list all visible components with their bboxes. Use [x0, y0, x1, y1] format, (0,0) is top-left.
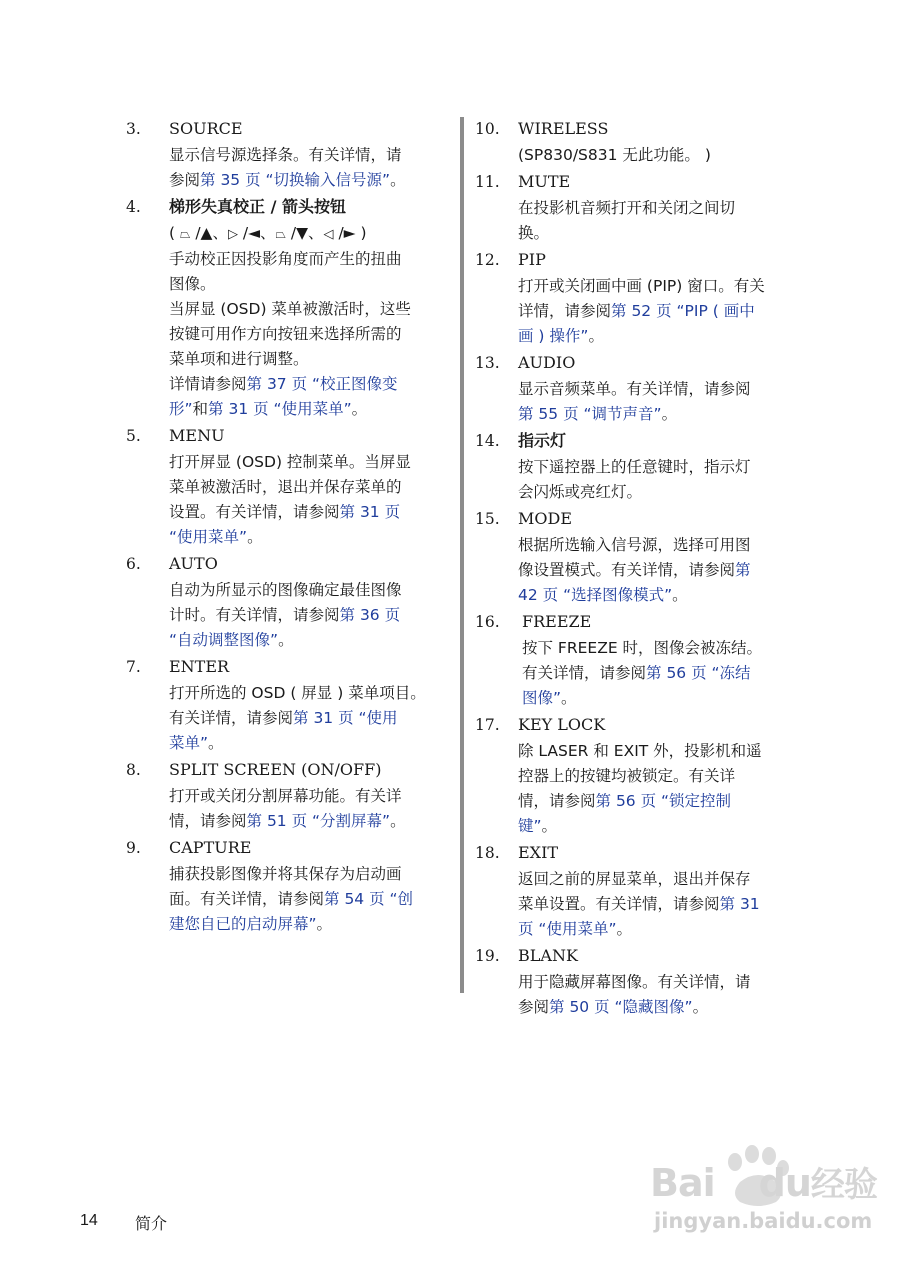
item-number: 8.	[126, 761, 141, 779]
item-title: AUDIO	[518, 353, 576, 372]
item-number: 6.	[126, 555, 141, 573]
cross-reference-link[interactable]: 第 31 页 “使用菜单”	[208, 400, 352, 418]
list-item	[475, 351, 820, 427]
description-line	[518, 377, 820, 402]
item-title: MENU	[169, 426, 225, 445]
item-body	[518, 170, 820, 246]
text-segment: 打开或关闭画中画 (PIP) 窗口。有关	[518, 277, 765, 295]
text-segment: 返回之前的屏显菜单，退出并保存	[518, 870, 751, 888]
list-item	[475, 841, 820, 942]
list-item	[475, 713, 820, 839]
description-line	[169, 450, 456, 475]
text-segment: 在投影机音频打开和关闭之间切	[518, 199, 736, 217]
description-line	[169, 247, 456, 272]
item-body	[169, 424, 456, 550]
cross-reference-link[interactable]: 第 31 页	[339, 503, 401, 521]
item-title: PIP	[518, 250, 546, 269]
description-line	[518, 324, 820, 349]
text-segment: 。	[247, 528, 263, 546]
list-item	[475, 170, 820, 246]
text-segment: 图像。	[169, 275, 216, 293]
description-line	[518, 196, 820, 221]
cross-reference-link[interactable]: 第 36 页	[339, 606, 401, 624]
description-line	[169, 862, 456, 887]
text-segment: 。	[672, 586, 688, 604]
description-line	[522, 661, 820, 686]
description-line	[518, 892, 820, 917]
text-segment: /▼、	[285, 224, 324, 242]
cross-reference-link[interactable]: 第 37 页 “校正图像变	[246, 375, 398, 393]
description-line	[169, 628, 456, 653]
item-number: 9.	[126, 839, 141, 857]
cross-reference-link[interactable]: 第 56 页 “锁定控制	[595, 792, 732, 810]
description-line	[518, 814, 820, 839]
text-segment: 。	[390, 812, 406, 830]
item-title: SPLIT SCREEN (ON/OFF)	[169, 760, 382, 779]
text-segment: 打开或关闭分割屏幕功能。有关详	[169, 787, 402, 805]
text-segment: 详情请参阅	[169, 375, 247, 393]
list-item	[475, 944, 820, 1020]
text-segment: 按下遥控器上的任意键时，指示灯	[518, 458, 751, 476]
text-segment: 设置。有关详情，请参阅	[169, 503, 340, 521]
description-line	[169, 397, 456, 422]
item-number: 10.	[475, 120, 500, 138]
description-line	[169, 525, 456, 550]
cross-reference-link[interactable]: 第 31	[719, 895, 760, 913]
text-segment: 菜单项和进行调整。	[169, 350, 309, 368]
description-line	[522, 636, 820, 661]
description-line	[518, 970, 820, 995]
cross-reference-link[interactable]: 第	[735, 561, 751, 579]
text-segment: 按下 FREEZE 时，图像会被冻结。	[522, 639, 763, 657]
item-title: 梯形失真校正 / 箭头按钮	[169, 197, 346, 216]
text-segment: 情，请参阅	[518, 792, 596, 810]
item-title: SOURCE	[169, 119, 243, 138]
description-line	[518, 764, 820, 789]
item-title: MUTE	[518, 172, 571, 191]
text-segment: (	[169, 224, 180, 242]
item-number: 3.	[126, 120, 141, 138]
text-segment: 。	[390, 171, 406, 189]
description-line	[518, 221, 820, 246]
text-segment: 换。	[518, 224, 550, 242]
text-segment: 参阅	[518, 998, 550, 1016]
item-body	[518, 713, 820, 839]
list-item	[475, 117, 820, 168]
description-line	[518, 143, 820, 168]
description-line	[169, 372, 456, 397]
list-item	[126, 758, 456, 834]
cross-reference-link[interactable]: 画 ) 操作”	[518, 327, 589, 345]
description-line	[518, 789, 820, 814]
text-segment: 。	[661, 405, 678, 423]
text-segment: 情，请参阅	[169, 812, 247, 830]
text-segment: 计时。有关详情，请参阅	[169, 606, 340, 624]
item-number: 11.	[475, 173, 500, 191]
description-line	[169, 731, 456, 756]
description-line	[169, 475, 456, 500]
description-line	[169, 912, 456, 937]
description-line	[518, 995, 820, 1020]
text-segment: 当屏显 (OSD) 菜单被激活时，这些	[169, 300, 411, 318]
item-number: 7.	[126, 658, 141, 676]
list-item	[126, 117, 456, 193]
item-number: 13.	[475, 354, 500, 372]
item-number: 18.	[475, 844, 500, 862]
item-body	[518, 248, 820, 349]
text-segment: /▲、	[190, 224, 228, 242]
keystone-icon: ▷	[227, 227, 238, 242]
item-body	[169, 836, 456, 937]
text-segment: 打开屏显 (OSD) 控制菜单。当屏显	[169, 453, 411, 471]
text-segment: 。	[351, 400, 368, 418]
description-line	[169, 784, 456, 809]
description-line	[522, 686, 820, 711]
description-line	[518, 299, 820, 324]
section-title: 简介	[135, 1214, 168, 1233]
text-segment: /► )	[333, 224, 367, 242]
cross-reference-link[interactable]: 42 页 “选择图像模式”	[518, 586, 673, 604]
text-segment: 显示音频菜单。有关详情，请参阅	[518, 380, 751, 398]
text-segment: 像设置模式。有关详情，请参阅	[518, 561, 736, 579]
item-body	[518, 507, 820, 608]
item-body	[169, 195, 456, 422]
cross-reference-link[interactable]: 形”	[169, 400, 193, 418]
text-segment: 。	[316, 915, 333, 933]
keystone-icon: ⏢	[179, 227, 191, 242]
description-line	[518, 480, 820, 505]
item-title: CAPTURE	[169, 838, 252, 857]
list-item	[475, 610, 820, 711]
text-segment: 菜单被激活时，退出并保存菜单的	[169, 478, 402, 496]
text-segment: 捕获投影图像并将其保存为启动画	[169, 865, 402, 883]
item-number: 19.	[475, 947, 500, 965]
description-line	[518, 739, 820, 764]
cross-reference-link[interactable]: “自动调整图像”	[169, 631, 279, 649]
cross-reference-link[interactable]: 第 56 页 “冻结	[646, 664, 751, 682]
text-segment: 。	[692, 998, 709, 1016]
text-segment: 。	[541, 817, 558, 835]
cross-reference-link[interactable]: 第 35 页 “切换输入信号源”	[200, 171, 391, 189]
description-line	[518, 274, 820, 299]
text-segment: 有关详情，请参阅	[169, 709, 294, 727]
cross-reference-link[interactable]: 第 52 页 “PIP ( 画中	[611, 302, 755, 320]
description-line	[169, 297, 456, 322]
list-item	[126, 836, 456, 937]
item-body	[518, 117, 820, 168]
item-number: 12.	[475, 251, 500, 269]
description-line	[518, 917, 820, 942]
description-line	[169, 887, 456, 912]
list-item	[475, 507, 820, 608]
item-body	[169, 117, 456, 193]
item-title: WIRELESS	[518, 119, 609, 138]
item-title: MODE	[518, 509, 573, 528]
cross-reference-link[interactable]: 菜单”	[169, 734, 209, 752]
description-line	[518, 402, 820, 427]
list-item	[126, 552, 456, 653]
item-body	[518, 841, 820, 942]
text-segment: 。	[278, 631, 294, 649]
text-segment: 显示信号源选择条。有关详情，请	[169, 146, 402, 164]
item-number: 14.	[475, 432, 500, 450]
list-item	[126, 424, 456, 550]
text-segment: 打开所选的 OSD ( 屏显 ) 菜单项目。	[169, 684, 426, 702]
text-segment: 参阅	[169, 171, 201, 189]
list-item	[475, 248, 820, 349]
cross-reference-link[interactable]: 键”	[518, 817, 542, 835]
cross-reference-link[interactable]: 页 “使用菜单”	[518, 920, 617, 938]
text-segment: 。	[588, 327, 604, 345]
description-line	[169, 578, 456, 603]
item-number: 15.	[475, 510, 500, 528]
description-line	[169, 603, 456, 628]
text-segment: 除 LASER 和 EXIT 外，投影机和遥	[518, 742, 762, 760]
keystone-icon: ⏢	[275, 227, 286, 242]
item-title: BLANK	[518, 946, 578, 965]
item-number: 17.	[475, 716, 500, 734]
keystone-icon: ◁	[323, 227, 334, 242]
watermark-url: jingyan.baidu.com	[654, 1209, 873, 1233]
item-body	[169, 655, 456, 756]
cross-reference-link[interactable]: 第 54 页 “创	[324, 890, 414, 908]
item-number: 5.	[126, 427, 141, 445]
item-title: KEY LOCK	[518, 715, 606, 734]
cross-reference-link[interactable]: 第 55 页 “调节声音”	[518, 405, 662, 423]
description-line	[169, 168, 456, 193]
text-segment: 。	[561, 689, 577, 707]
column-divider	[460, 117, 464, 993]
list-item	[126, 655, 456, 756]
text-segment: 会闪烁或亮红灯。	[518, 483, 643, 501]
description-line	[518, 867, 820, 892]
cross-reference-link[interactable]: 图像”	[522, 689, 562, 707]
description-line	[169, 143, 456, 168]
item-number: 16.	[475, 613, 500, 631]
text-segment: 。	[616, 920, 633, 938]
description-line	[169, 706, 456, 731]
item-number: 4.	[126, 198, 141, 216]
item-body	[518, 944, 820, 1020]
cross-reference-link[interactable]: 第 50 页 “隐藏图像”	[549, 998, 693, 1016]
description-line	[169, 272, 456, 297]
cross-reference-link[interactable]: 第 51 页 “分割屏幕”	[246, 812, 391, 830]
text-segment: 自动为所显示的图像确定最佳图像	[169, 581, 402, 599]
text-segment: 详情，请参阅	[518, 302, 612, 320]
text-segment: 控器上的按键均被锁定。有关详	[518, 767, 736, 785]
page-number: 14	[80, 1212, 98, 1229]
text-segment: /◄、	[237, 224, 276, 242]
description-line	[169, 681, 456, 706]
cross-reference-link[interactable]: 第 31 页 “使用	[293, 709, 398, 727]
text-segment: 有关详情，请参阅	[522, 664, 647, 682]
description-line	[169, 322, 456, 347]
text-segment: 按键可用作方向按钮来选择所需的	[169, 325, 402, 343]
list-item	[475, 429, 820, 505]
item-title: ENTER	[169, 657, 230, 676]
cross-reference-link[interactable]: 建您自已的启动屏幕”	[169, 915, 317, 933]
text-segment: 面。有关详情，请参阅	[169, 890, 325, 908]
description-line	[169, 809, 456, 834]
watermark-brand: Bai du经验	[650, 1161, 877, 1205]
list-item	[126, 195, 456, 422]
cross-reference-link[interactable]: “使用菜单”	[169, 528, 248, 546]
item-body	[518, 429, 820, 505]
item-body	[518, 610, 820, 711]
description-line	[518, 533, 820, 558]
description-line	[169, 500, 456, 525]
right-column	[475, 117, 820, 1022]
text-segment: (SP830/S831 无此功能。 )	[518, 146, 711, 164]
left-column	[126, 117, 456, 939]
text-segment: 根据所选输入信号源，选择可用图	[518, 536, 751, 554]
item-body	[169, 758, 456, 834]
description-line	[518, 558, 820, 583]
item-title: EXIT	[518, 843, 559, 862]
description-line	[518, 455, 820, 480]
description-line	[169, 347, 456, 372]
text-segment: 菜单设置。有关详情，请参阅	[518, 895, 720, 913]
description-line	[169, 221, 456, 247]
item-title: 指示灯	[518, 431, 567, 450]
text-segment: 。	[208, 734, 224, 752]
text-segment: 用于隐藏屏幕图像。有关详情，请	[518, 973, 751, 991]
item-title: FREEZE	[522, 612, 592, 631]
description-line	[518, 583, 820, 608]
text-segment: 手动校正因投影角度而产生的扭曲	[169, 250, 402, 268]
item-title: AUTO	[169, 554, 218, 573]
text-segment: 和	[192, 400, 209, 418]
item-body	[169, 552, 456, 653]
item-body	[518, 351, 820, 427]
